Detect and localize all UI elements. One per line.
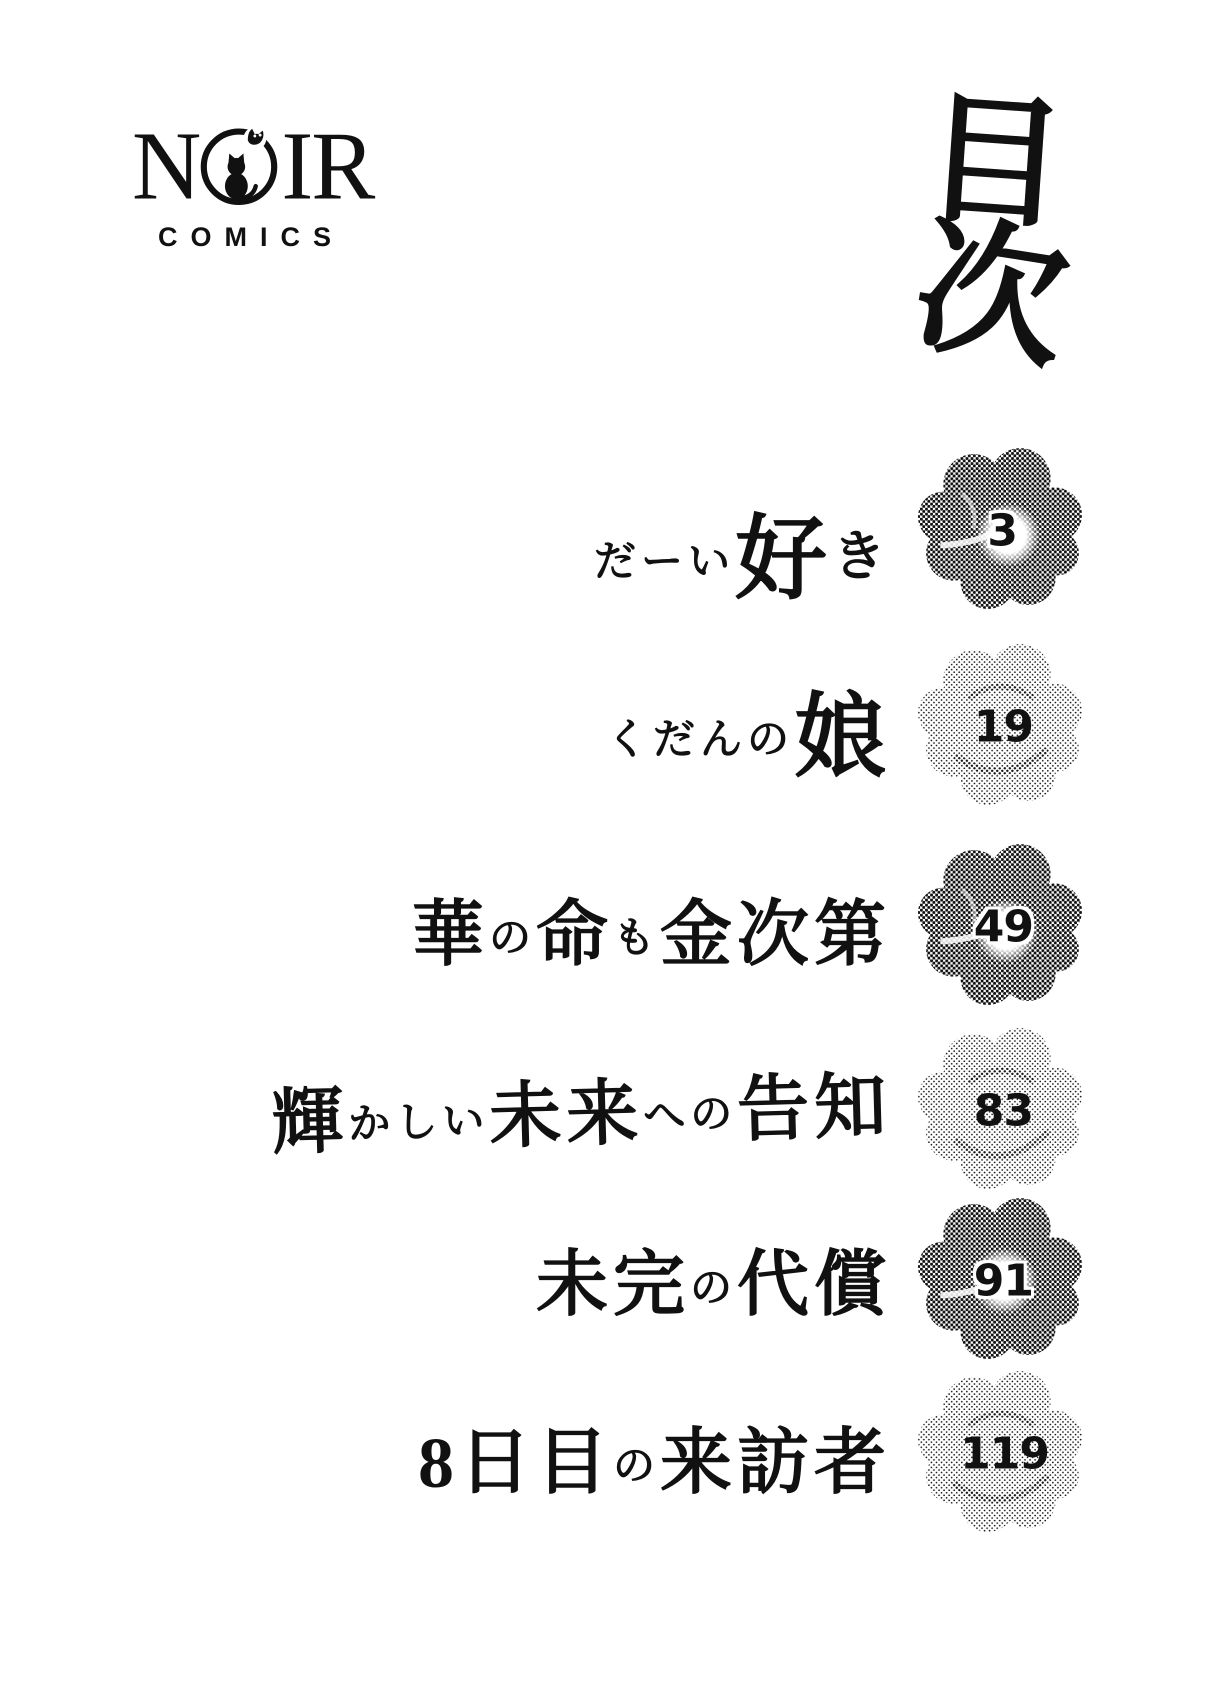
page-number: 83 xyxy=(973,1085,1033,1137)
chapter-title-part: の xyxy=(689,1265,737,1312)
chapter-title xyxy=(270,1047,893,1168)
chapter-title-part: 未来 xyxy=(488,1073,645,1158)
chapter-title-part: 未完 xyxy=(535,1244,690,1325)
rose-flower-badge xyxy=(915,442,1087,614)
chapter-title xyxy=(418,1404,891,1508)
logo-wordmark xyxy=(132,110,382,221)
chapter-title-part: だーい xyxy=(593,539,735,586)
chapter-title-part: 来訪者 xyxy=(659,1422,891,1503)
page-number: 3 xyxy=(987,505,1017,557)
chapter-title xyxy=(606,664,891,796)
chapter-title-part: 8日目 xyxy=(417,1422,613,1503)
logo-comics-text: COMICS xyxy=(158,222,344,252)
rose-flower-badge xyxy=(915,638,1087,810)
page-number: 49 xyxy=(973,901,1033,953)
chapter-title xyxy=(536,1226,891,1330)
rose-flower-badge xyxy=(915,1022,1087,1194)
page-number: 119 xyxy=(960,1428,1049,1480)
rose-flower-badge xyxy=(915,838,1087,1010)
sitting-cat-silhouette xyxy=(225,154,256,200)
rose-flower-badge xyxy=(915,1365,1087,1537)
toc-title-char-2: 次 xyxy=(903,202,1079,390)
chapter-title-part: の xyxy=(612,1443,660,1490)
toc-title xyxy=(903,79,1085,390)
logo-letter-n: N xyxy=(132,110,200,221)
chapter-title-part: への xyxy=(642,1091,738,1141)
chapter-title-part: 告知 xyxy=(736,1066,893,1151)
chapter-title-part: 輝 xyxy=(270,1081,350,1164)
chapter-title-part: も xyxy=(612,915,660,962)
publisher-logo xyxy=(132,110,382,253)
page-number: 91 xyxy=(973,1255,1033,1307)
chapter-title-part: き xyxy=(832,526,891,587)
chapter-title-part: 娘 xyxy=(793,686,891,789)
chapter-title xyxy=(594,486,891,618)
page-number: 19 xyxy=(973,701,1033,753)
chapter-title-part: 金次第 xyxy=(659,894,891,975)
logo-letters-ir: IR xyxy=(281,110,374,221)
toc-title-char-1: 目 xyxy=(918,79,1072,247)
crescent-moon-cat-icon xyxy=(195,121,283,209)
chapter-title xyxy=(412,876,891,980)
chapter-title-part: 代償 xyxy=(736,1244,891,1325)
rose-flower-badge xyxy=(915,1192,1087,1364)
chapter-title-part: の xyxy=(488,915,536,962)
chapter-title-part: 命 xyxy=(535,894,613,975)
chapter-title-part: 華 xyxy=(411,894,489,975)
chapter-title-part: かしい xyxy=(347,1098,490,1149)
chapter-title-part: 好 xyxy=(734,508,832,611)
chapter-title-part: くだんの xyxy=(605,717,794,764)
